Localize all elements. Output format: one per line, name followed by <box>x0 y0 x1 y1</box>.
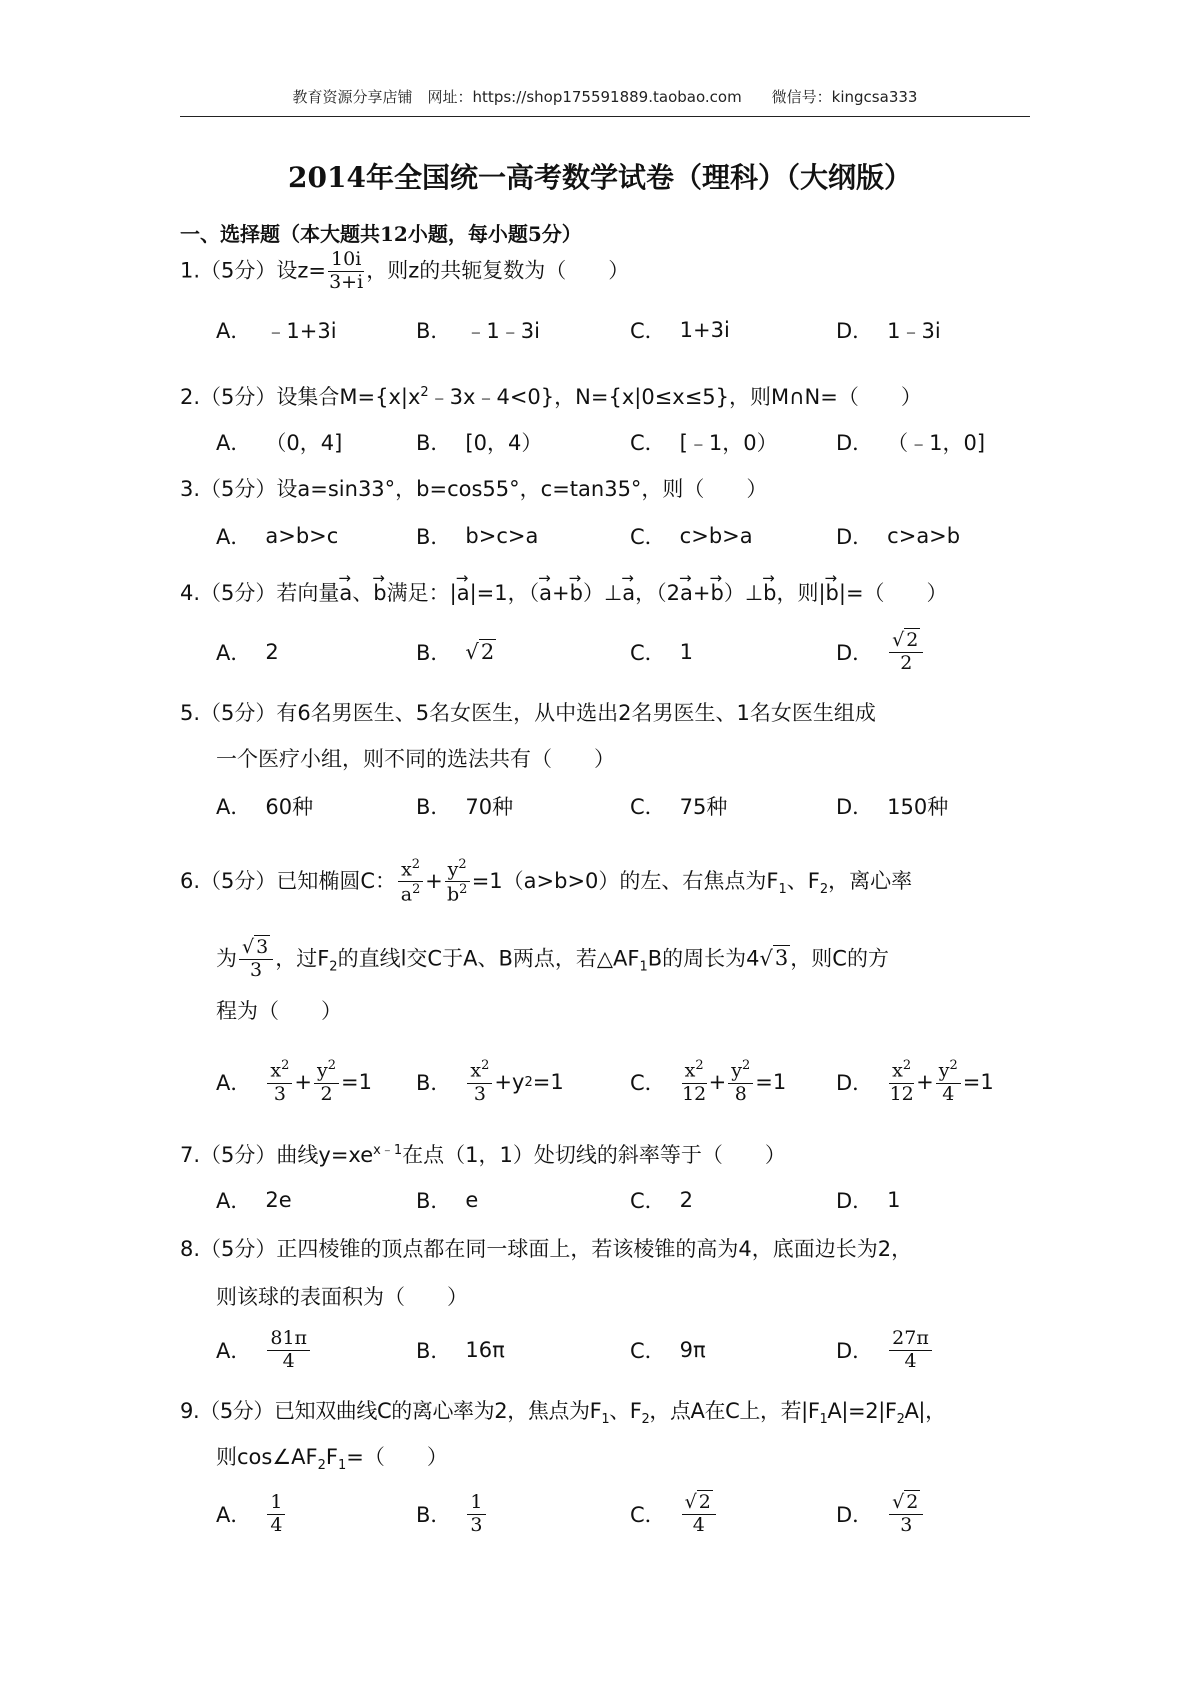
option-a: A． 60种 <box>216 795 314 819</box>
option-c: C． 1 <box>630 640 694 665</box>
question-6-line-2: 为 $\frac{√ 3}{3}$ ，过$F_2$的直线l交C于A、B两点，若$\triangle AF_1B$的周长为4√3，则C的方 <box>216 936 889 981</box>
question-5-line-2: 一个医疗小组，则不同的选法共有（ ） <box>216 747 615 771</box>
option-b: B． b>c>a <box>416 524 539 549</box>
option-d: D． $\frac{x^2}{12}$ + $\frac{y^2}{4}$ =1 <box>836 1058 994 1105</box>
option-b: B． 70种 <box>416 795 514 819</box>
options-3 <box>216 506 1016 566</box>
question-8-line-1: 8.（5分）正四棱锥的顶点都在同一球面上，若该棱锥的高为4，底面边长为2， <box>180 1237 913 1261</box>
option-c: C． $\frac{√ 2}{4}$ <box>630 1484 718 1544</box>
option-c: C． 1+3i <box>630 318 730 343</box>
option-b: B． √2 <box>416 640 495 665</box>
question-8-line-2: 则该球的表面积为（ ） <box>216 1285 468 1309</box>
fraction: $\frac{10i}{3+i}$ <box>329 248 364 293</box>
options-9 <box>216 1484 1016 1544</box>
question-2: 2.（5分）设集合$M=\{x|x^2﹣3x﹣4<0\}$，N={x|0≤x≤5}，则M∩N=（ ） <box>180 385 922 409</box>
option-c: C． 75种 <box>630 795 728 819</box>
option-a: A． 2e <box>216 1188 292 1213</box>
options-7 <box>216 1170 1016 1230</box>
option-a: A． $\frac{81\pi}{4}$ <box>216 1320 312 1380</box>
question-5-line-1: 5.（5分）有6名男医生、5名女医生，从中选出2名男医生、1名女医生组成 <box>180 701 876 725</box>
section-heading: 一、选择题（本大题共12小题，每小题5分） <box>180 222 582 246</box>
question-6-line-3: 程为（ ） <box>216 999 342 1023</box>
option-c: C． c>b>a <box>630 524 753 549</box>
question-9-line-2: 则$\cos\angle AF_2F_1=$（ ） <box>216 1445 448 1474</box>
option-d: D． 1﹣3i <box>836 319 941 343</box>
option-d: D． $\frac{27\pi}{4}$ <box>836 1320 934 1380</box>
page-header: 教育资源分享店铺 网址：https://shop175591889.taobao.com 微信号：kingcsa333 <box>180 86 1030 117</box>
question-1: 1.（5分）设z= $\frac{10i}{3+i}$ ，则z的共轭复数为（ ） <box>180 248 630 293</box>
option-d: D． $\frac{√ 2}{2}$ <box>836 622 925 682</box>
question-4: 4.（5分）若向量→ a、→ b满足：|→ a|=1，（→ a+→ b）⊥→ a，（2→ a+→ b）⊥→ b，则|→ b|=（ ） <box>180 578 1040 608</box>
option-d: D． 1 <box>836 1188 901 1213</box>
options-2 <box>216 412 1016 472</box>
options-6 <box>216 1052 1016 1112</box>
option-c: C． 2 <box>630 1188 694 1213</box>
option-d: D． $\frac{√ 2}{3}$ <box>836 1484 925 1544</box>
option-b: B． 16π <box>416 1338 505 1363</box>
sqrt: √2 <box>465 640 495 664</box>
question-9-line-1: 9.（5分）已知双曲线C的离心率为2，焦点为$F_1$、$F_2$，点A在C上，若$|F_1A|=2|F_2A|$， <box>180 1399 946 1428</box>
option-d: D． c>a>b <box>836 524 961 549</box>
option-b: B． $\frac{1}{3}$ <box>416 1484 488 1544</box>
option-c: C． 9π <box>630 1338 706 1363</box>
option-a: A． $\frac{x^2}{3}$ + $\frac{y^2}{2}$ =1 <box>216 1058 372 1105</box>
page-title: 2014年全国统一高考数学试卷（理科）（大纲版） <box>288 161 912 194</box>
option-a: A． 2 <box>216 640 279 665</box>
option-c: C． $\frac{x^2}{12}$ + $\frac{y^2}{8}$ =1 <box>630 1058 787 1105</box>
option-b: B． $\frac{x^2}{3}$ +y 2 =1 <box>416 1058 564 1105</box>
option-a: A． （0，4] <box>216 431 343 455</box>
question-7: 7.（5分）曲线$y=xe^{x﹣1}$在点（1，1）处切线的斜率等于（ ） <box>180 1143 786 1167</box>
options-1 <box>216 300 1016 360</box>
option-c: C． [﹣1，0） <box>630 431 778 455</box>
option-b: B． ﹣1﹣3i <box>416 319 540 343</box>
option-b: B． [0，4） <box>416 431 543 455</box>
options-5 <box>216 776 1016 836</box>
option-a: A． $\frac{1}{4}$ <box>216 1484 287 1544</box>
fraction: $\frac{√ 2}{2}$ <box>889 631 923 674</box>
options-8 <box>216 1320 1016 1380</box>
option-d: D． 150种 <box>836 795 949 819</box>
question-3: 3.（5分）设a=sin33°，b=cos55°，c=tan35°，则（ ） <box>180 477 768 501</box>
option-b: B． e <box>416 1188 479 1213</box>
option-d: D． （﹣1，0] <box>836 431 986 455</box>
option-a: A． a>b>c <box>216 524 339 549</box>
options-4 <box>216 622 1016 682</box>
question-6-line-1: 6.（5分）已知椭圆C： $\frac{x^2}{a^2}$ + $\frac{y^2}{b^2}$ =1（a>b>0）的左、右焦点为$F_1$、$F_2$，离心率 <box>180 857 913 906</box>
option-a: A． ﹣1+3i <box>216 319 337 343</box>
